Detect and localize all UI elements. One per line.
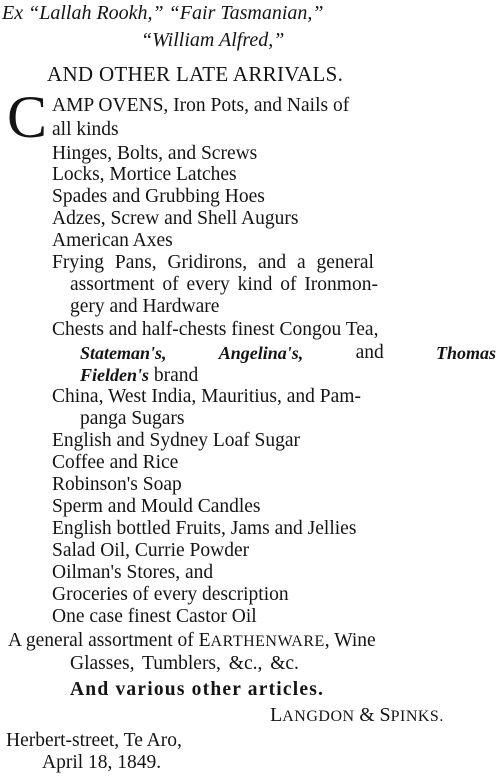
list-item: One case finest Castor Oil bbox=[52, 606, 257, 627]
list-item: Robinson's Soap bbox=[52, 474, 182, 495]
advertiser-signature: LANGDON & SPINKS. bbox=[270, 704, 444, 726]
tea-brands-line-2: Fielden's brand bbox=[80, 365, 199, 386]
list-item: Groceries of every description bbox=[52, 584, 289, 605]
list-item: Hinges, Bolts, and Screws bbox=[52, 143, 258, 164]
list-item: Salad Oil, Currie Powder bbox=[52, 540, 250, 561]
list-item: Adzes, Screw and Shell Augurs bbox=[52, 208, 299, 229]
list-item: Coffee and Rice bbox=[52, 452, 179, 473]
list-item: Oilman's Stores, and bbox=[52, 562, 214, 583]
camp-ovens-line-1: AMP OVENS, Iron Pots, and Nails of bbox=[52, 95, 350, 116]
various-articles: And various other articles. bbox=[70, 679, 325, 700]
date-line: April 18, 1849. bbox=[42, 752, 162, 773]
brand-name: Angelina's, bbox=[218, 343, 304, 363]
brand-name: Stateman's, bbox=[80, 343, 167, 363]
ship-names-line-2: “William Alfred,” bbox=[141, 29, 285, 51]
list-item: American Axes bbox=[52, 230, 173, 251]
address-line: Herbert-street, Te Aro, bbox=[6, 730, 182, 751]
list-item: Frying Pans, Gridirons, and a general bbox=[52, 252, 374, 273]
tea-brands-line bbox=[80, 342, 496, 364]
camp-ovens-line-2: all kinds bbox=[52, 119, 119, 140]
list-item: Sperm and Mould Candles bbox=[52, 496, 261, 517]
conjunction: and bbox=[355, 342, 384, 363]
list-item: panga Sugars bbox=[80, 408, 185, 429]
list-item: China, West India, Mauritius, and Pam- bbox=[52, 386, 361, 407]
list-item: Chests and half-chests finest Congou Tea, bbox=[52, 319, 379, 340]
brand-name: Fielden's bbox=[80, 365, 150, 385]
earthenware-line-1: A general assortment of EARTHENWARE, Wine bbox=[8, 630, 376, 651]
list-item: assortment of every kind of Ironmon- bbox=[70, 274, 378, 295]
list-item: gery and Hardware bbox=[70, 296, 220, 317]
earthenware-line-2: Glasses, Tumblers, &c., &c. bbox=[70, 653, 299, 674]
list-item: English and Sydney Loaf Sugar bbox=[52, 430, 301, 451]
list-item: Locks, Mortice Latches bbox=[52, 164, 237, 185]
list-item: Spades and Grubbing Hoes bbox=[52, 186, 265, 207]
drop-cap: C bbox=[7, 84, 48, 150]
brand-name: Thomas bbox=[435, 343, 496, 363]
list-item: English bottled Fruits, Jams and Jellies bbox=[52, 518, 357, 539]
ship-names-line-1: Ex “Lallah Rookh,” “Fair Tasmanian,” bbox=[2, 2, 324, 24]
ad-heading: AND OTHER LATE ARRIVALS. bbox=[47, 62, 344, 86]
